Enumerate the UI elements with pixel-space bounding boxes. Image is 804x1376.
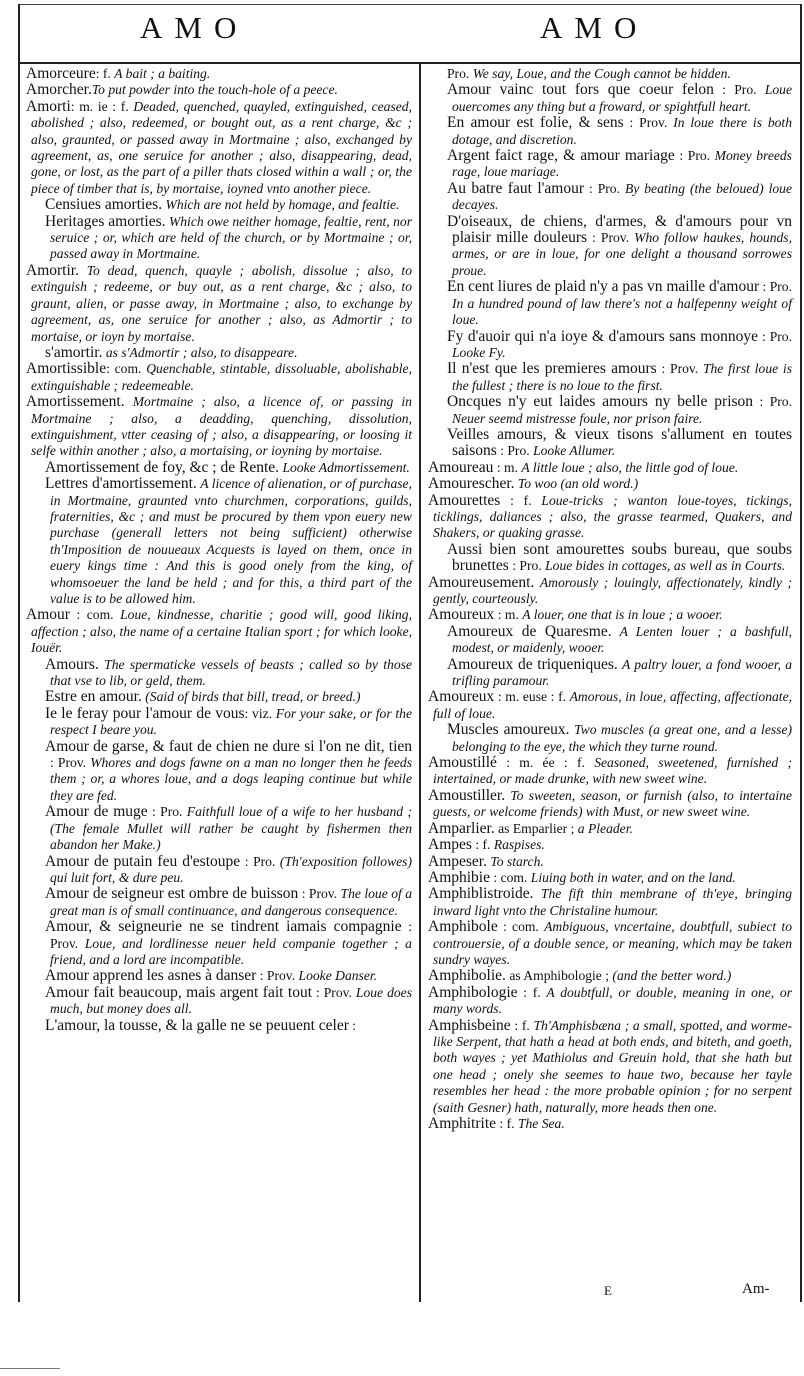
entry-definition: Ambiguous, vncertaine, doubtfull, subiect to controuersie, of a double sence, or meaning, which may be taken sundry wayes. [433,919,793,967]
entry-headword: Ampeser. [428,852,487,870]
entry-definition: Liuing both in water, and on the land. [530,869,736,885]
entry-headword: Amoureux de triqueniques. [447,655,618,673]
entry-headword: Amoustiller. [428,786,506,804]
entry-definition: Loue-tricks ; wanton loue-toyes, tickings, ticklings, daliances ; also, the grasse tearmed, Quakers, and Shakers, or quaking grasse. [433,492,792,541]
entry-definition: A louer, one that is in loue ; a wooer. [522,607,723,623]
entry-grammar: : com. [106,361,147,377]
entry-headword: Aussi bien sont amourettes soubs bureau, que soubs brunettes [447,540,792,575]
dictionary-entry [428,493,792,542]
entry-definition: Looke Fy. [452,344,506,360]
entry-definition: To woo (an old word.) [517,476,639,492]
dictionary-entry [428,394,792,427]
entry-headword: Amour de seigneur est ombre de buisson [45,885,299,903]
dictionary-entry [26,460,412,476]
entry-grammar: : Pro. [713,82,765,98]
dictionary-entry [26,968,412,984]
entry-headword: Ampes [428,836,472,854]
entry-grammar [125,394,133,409]
scan-edge-line [0,1368,60,1369]
entry-grammar: : Prov. [623,115,674,131]
entry-headword: Amoustillé [428,754,497,772]
dictionary-entry [428,985,792,1018]
entry-headword: En cent liures de plaid n'y a pas vn maille d'amour [447,278,760,296]
entry-grammar: : Pro. [496,443,534,459]
dictionary-entry [428,279,792,328]
entry-grammar: : Prov. [50,755,91,771]
dictionary-entry [428,821,792,837]
dictionary-entry [428,689,792,722]
entry-grammar: : Prov. [312,984,356,1000]
dictionary-entry [428,657,792,690]
entry-headword: Amoureux [428,606,495,624]
entry-headword: Au batre faut l'amour [447,179,585,197]
entry-grammar [612,624,620,639]
dictionary-entry [26,985,412,1018]
entry-definition: Loue bides in cottages, as well as in Courts. [545,558,786,574]
dictionary-entry [26,214,412,263]
entry-headword: Amphibologie [428,983,518,1001]
entry-definition: (and the better word.) [612,968,732,984]
dictionary-entry [26,1018,412,1034]
dictionary-entry [26,476,412,607]
entry-headword: Amorti [26,97,71,115]
entry-headword: Ie le feray pour l'amour de vous [45,704,245,722]
entry-headword: Amoureux [428,688,495,706]
dictionary-entry [428,968,792,984]
entry-definition: Mortmaine ; also, a licence of, or passing in Mortmaine ; also, a deadding, quenching, dissolution, extinguishment, vtter ceasing of ; also, a disappearing, or loosing it selfe within another ; also, a mortaising, or ioyning by mortaise. [31,394,412,459]
dictionary-entry [428,788,792,821]
entry-definition: Looke Danser. [298,968,378,984]
entry-headword: Amorceure [26,65,96,82]
dictionary-entry [26,394,412,460]
entry-definition: (Said of birds that bill, tread, or breed.) [145,689,361,705]
entry-grammar: : f. [517,984,547,1000]
dictionary-entry [428,542,792,575]
entry-grammar: : m. [494,607,523,623]
dictionary-entry [428,722,792,755]
dictionary-entry [26,197,412,213]
entry-grammar: : Prov. [587,230,635,246]
entry-grammar: : viz. [244,705,276,721]
dictionary-entry [26,706,412,739]
entry-headword: Amoureusement. [428,573,535,591]
entry-grammar [79,263,87,278]
entry-grammar: : Pro. [508,558,546,574]
entry-grammar: : Pro. [147,804,187,820]
entry-definition: A Lenten louer ; a bashfull, modest, or maidenly, wooer. [452,623,792,656]
entry-grammar: as Emparlier ; [494,820,578,836]
dictionary-entry [428,214,792,280]
dictionary-entry [428,1116,792,1132]
entry-definition: Faithfull loue of a wife to her husband ; (The female Mullet will rather be caught by fishermen then abandon her Make.) [50,804,412,853]
entry-grammar [533,886,540,901]
entry-definition: A bait ; a baiting. [114,66,211,81]
entry-definition: The fift thin membrane of th'eye, bringing inward light vnto the Christaline humour. [433,886,792,918]
entry-headword: En amour est folie, & sens [447,114,624,132]
entry-definition: Loue, and lordlinesse neuer held companie together ; a friend, and a lord are incompatible. [50,935,412,967]
entry-definition: Seasoned, sweetened, furnished ; intertained, or made drunke, with new sweet wine. [433,755,792,787]
entry-definition: Money breeds rage, loue mariage. [452,148,792,180]
entry-headword: Amparlier. [428,819,495,837]
entry-headword: Amortissement. [26,393,125,411]
dictionary-entry [26,82,412,98]
entry-headword: Argent faict rage, & amour mariage [447,147,675,165]
entry-grammar: : Prov. [50,919,412,951]
entry-grammar: : Prov. [298,886,341,902]
entry-definition: Loue ouercomes any thing but a froward, or spightfull heart. [452,82,792,114]
dictionary-entry [428,181,792,214]
dictionary-entry [26,886,412,919]
entry-headword: Amortissement de foy, &c ; de Rente. [45,458,280,476]
entry-grammar: : m. ée : f. [496,755,595,771]
entry-definition: The first loue is the fullest ; there is no loue to the first. [452,361,792,393]
entry-definition: To put powder into the touch-hole of a peece. [91,82,338,98]
entry-grammar: : m. [493,459,522,475]
entry-definition: Amorously ; louingly, affectionately, kindly ; gently, courteously. [433,574,792,606]
entry-headword: Amortissible [26,360,107,378]
dictionary-entry [26,689,412,705]
entry-headword: Muscles amoureux. [447,721,570,739]
dictionary-entry [428,837,792,853]
entry-headword: Veilles amours, & vieux tisons s'allument en toutes saisons [447,425,792,460]
dictionary-entry [428,460,792,476]
entry-headword: Amphisbeine [428,1016,511,1034]
dictionary-entry [428,82,792,115]
entry-definition: A little loue ; also, the little god of loue. [521,459,739,475]
entry-grammar: : Pro. [759,279,792,295]
entry-definition: For your sake, or for the respect I beare you. [50,705,412,738]
dictionary-entry [428,575,792,608]
entry-headword: Amoureux de Quaresme. [447,622,612,640]
column-divider [419,62,421,1302]
entry-definition: In a hundred pound of law there's not a halfepenny weight of loue. [452,295,792,328]
entry-headword: Amoureau [428,458,494,476]
catchword: Am- [742,1281,770,1297]
entry-definition: Who follow haukes, hounds, armes, or are in loue, for one delight a thousand sorrowes proue. [452,230,792,278]
entry-definition: Amorous, in loue, affecting, affectionate, full of loue. [433,689,792,721]
entry-grammar: : Pro. [674,148,715,164]
entry-headword: Amphiblistroide. [428,885,534,903]
entry-headword: Amourettes [428,491,501,509]
entry-grammar: : [348,1017,357,1033]
entry-headword: s'amortir. [45,343,103,361]
entry-headword: Lettres d'amortissement. [45,475,197,493]
dictionary-entry [428,1018,792,1116]
entry-definition: a Pleader. [577,820,633,836]
entry-definition: Which owe neither homage, fealtie, rent, nor seruice ; or, which are held of the church, or by Mortmaine ; or, passed away in Mortmaine. [50,213,412,262]
entry-headword: Amour vainc tout fors que coeur felon [447,81,714,99]
entry-grammar: : f. [471,837,494,853]
dictionary-entry [26,919,412,968]
entry-grammar: : Pro. [584,180,625,196]
entry-definition: Quenchable, stintable, dissoluable, abolishable, extinguishable ; redeemeable. [31,361,412,393]
running-head-right: AMO [540,10,649,45]
right-column [428,66,792,1132]
dictionary-entry [428,607,792,623]
entry-definition: (Th'exposition followes) qui luit fort, & dure peu. [50,853,412,885]
entry-definition: A paltry louer, a fond wooer, a trifling paramour. [452,656,793,689]
signature-mark: E [604,1283,612,1298]
dictionary-entry [428,854,792,870]
dictionary-entry [428,755,792,788]
entry-headword: Amour, & seigneurie ne se tindrent iamais compagnie [45,918,402,936]
dictionary-entry [26,804,412,853]
dictionary-entry [26,657,412,690]
header-rule [18,62,802,64]
entry-headword: Amour apprend les asnes à danser [45,967,257,985]
entry-grammar: : Pro. [757,328,792,344]
entry-definition: In loue there is both dotage, and discretion. [452,115,792,147]
entry-grammar: : com. [497,919,545,935]
entry-headword: Amour de muge [45,803,148,821]
running-head-left: AMO [140,10,249,45]
dictionary-entry [26,345,412,361]
dictionary-entry [26,854,412,887]
entry-headword: Amour de putain feu d'estoupe [45,852,241,870]
entry-headword: Amour fait beaucoup, mais argent fait tout [45,983,313,1001]
entry-headword: Heritages amorties. [45,212,166,230]
entry-definition: By beating (the beloued) loue decayes. [452,180,792,213]
entry-headword: D'oiseaux, de chiens, d'armes, & d'amours pour vn plaisir mille douleurs [447,212,792,247]
entry-headword: Oncques n'y eut laides amours ny belle prison [447,393,754,411]
entry-definition: Two muscles (a great one, and a lesse) belonging to the eye, the which they turne round. [452,722,793,754]
entry-headword: Amortir. [26,261,79,279]
dictionary-entry [428,329,792,362]
entry-headword: Amour [26,606,70,624]
entry-definition: Whores and dogs fawne on a man no longer then he feeds them ; or, a whores loue, and a dogs leaping continue but while they are fed. [50,755,412,803]
dictionary-entry [26,66,412,82]
dictionary-entry [428,624,792,657]
entry-grammar: : Prov. [656,361,703,377]
entry-grammar: : m. ie : f. [70,98,134,114]
dictionary-entry [428,115,792,148]
entry-headword: Fy d'auoir qui n'a ioye & d'amours sans monnoye [447,327,758,345]
entry-definition: To starch. [490,853,544,869]
entry-definition: A licence of alienation, or of purchase, in Mortmaine, graunted vnto churchmen, corporations, guilds, fraternities, &c ; and must be procured by them vpon euery new purchase (generall letters not being sufficient) otherwise th'Imposition de nouueaux Acquests is layed on them, once in euery kings time : And this is good onely from the king, of whomsoeuer the land be held ; and for this, a third part of the value is to be allowed him. [50,476,412,606]
left-column [26,66,412,1034]
entry-headword: L'amour, la tousse, & la galle ne se peuuent celer [45,1016,349,1034]
top-border [18,4,802,5]
entry-headword: Amphitrite [428,1115,497,1132]
entry-headword: Amorcher. [26,81,92,99]
dictionary-entry [428,919,792,968]
entry-headword: Amourescher. [428,475,515,493]
dictionary-entry [26,99,412,197]
entry-definition: The Sea. [517,1116,565,1131]
dictionary-entry [26,607,412,656]
entry-definition: Loue does much, but money does all. [50,984,412,1017]
entry-definition: To sweeten, season, or furnish (also, to intertaine guests, or welcome friends) with Must, or new sweet wine. [433,787,792,820]
entry-grammar: : f. [510,1017,534,1033]
entry-definition: Neuer seemd mistresse foule, nor prison faire. [452,410,703,426]
entry-headword: Estre en amour. [45,688,142,706]
entry-definition: Loue, kindnesse, charitie ; good will, good liking, affection ; also, the name of a certaine Italian sport ; for which looke, Iouër. [31,607,412,656]
entry-headword: Amphibole [428,918,498,936]
entry-definition: We say, Loue, and the Cough cannot be hidden. [472,66,731,81]
right-border [800,4,802,1302]
entry-grammar: : Prov. [256,968,299,984]
entry-grammar: : com. [490,869,531,885]
entry-grammar: : m. euse : f. [494,689,570,705]
entry-grammar: : f. [500,492,542,508]
entry-definition: as s'Admortir ; also, to disappeare. [105,344,298,360]
entry-grammar: : com. [69,607,121,623]
entry-grammar: : f. [496,1116,518,1131]
dictionary-entry [26,739,412,805]
dictionary-entry [428,476,792,492]
entry-headword: Amphibolie. [428,967,506,985]
entry-headword: Censiues amorties. [45,196,163,214]
entry-definition: To dead, quench, quayle ; abolish, dissolue ; also, to extinguish ; redeeme, or buy out, as a rent charge, &c ; also, to graunt, alien, or passe away, in Mortmaine ; also, to exchange by agreement, as, one seruice for another ; also, as Admortir ; to mortaise, or ioyn by mortaise. [31,262,412,344]
entry-definition: A doubtfull, or double, meaning in one, or many words. [433,984,792,1017]
dictionary-entry [428,886,792,919]
entry-headword: Amphibie [428,868,490,886]
entry-definition: Looke Admortissement. [282,459,410,475]
entry-grammar: Pro. [447,66,473,81]
entry-headword: Il n'est que les premieres amours [447,360,657,378]
dictionary-entry [428,427,792,460]
entry-definition: Looke Allumer. [533,443,616,459]
entry-grammar: : Pro. [753,394,793,410]
dictionary-entry [26,263,412,345]
entry-definition: Raspises. [493,837,545,853]
entry-headword: Amour de garse, & faut de chien ne dure si l'on ne dit, tien [45,737,412,755]
entry-headword: Amours. [45,655,99,673]
entry-grammar: : f. [95,66,115,81]
left-border [18,4,20,1302]
dictionary-entry [26,361,412,394]
dictionary-entry [428,870,792,886]
dictionary-entry [428,148,792,181]
entry-definition: Th'Amphisbæna ; a small, spotted, and worme-like Serpent, that hath a head at both ends, and biteth, and goeth, both wayes ; yet Mathiolus and Greuin hold, that she hath but one head ; onely she seemes to haue two, because her tayle resembles her head : the more probable opinion ; for no serpent (saith Gesner) hath, naturally, more heads then one. [433,1017,792,1115]
dictionary-entry [428,361,792,394]
entry-definition: The spermaticke vessels of beasts ; called so by those that vse to lib, or geld, them. [50,656,412,689]
entry-grammar: : Pro. [240,853,280,869]
entry-grammar: as Amphibologie ; [505,968,613,984]
dictionary-entry [428,66,792,82]
entry-definition: The loue of a great man is of small continuance, and dangerous consequence. [50,886,412,918]
entry-definition: Deaded, quenched, quayled, extinguished, ceased, abolished ; also, redeemed, or bought out, as a rent charge, &c ; also, graunted, or passed away in Mortmaine ; also, exchanged by agreement, as, one seruice for another ; also, disappearing, dead, gone, or lost, as the part of a piller thats closed within a wall ; or, the piece of timber that is, by mortaise, ioyned vnto another piece. [31,98,412,196]
entry-definition: Which are not held by homage, and fealtie. [165,197,400,213]
